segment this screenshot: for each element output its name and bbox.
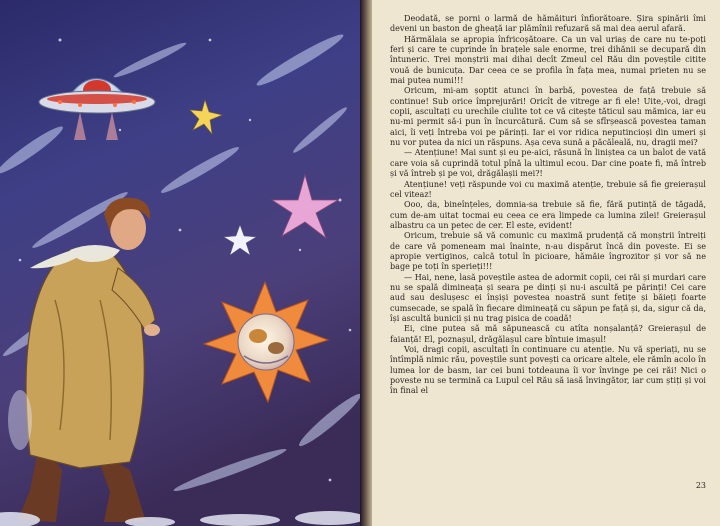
paragraph: Atențiune! veți răspunde voi cu maximă atenție, trebuie să fie greierașul cel viteaz! xyxy=(390,179,706,199)
paragraph: — Hai, nene, lasă poveștile astea de adormit copii, cei răi și murdari care nu se spală dimineața și seara pe dinți și nu-i ascultă pe părinți! Cei care aud sau deslușesc ei înșiși povestea noastră sunt fetițe și băieți foarte cumsecade, se spală în fiecare dimineață cu săpun pe față și, da, sigur că da, își ascultă bunicii și nu trag pisica de coadă! xyxy=(390,272,706,323)
paragraph: Deodată, se porni o larmă de hămăituri înfiorătoare. Șira spinării îmi deveni un baston de gheață iar plămînii refuzară să mai dea aerul afară. xyxy=(390,14,706,34)
capsule-icon xyxy=(238,314,294,370)
paragraph: Ooo, da, bineînțeles, domnia-sa trebuie să fie, fără putință de tăgadă, cum de-am uitat tocmai eu ceea ce era limpede ca lumina zilei! Greierașul albastru ca un petec de cer. El este, evident! xyxy=(390,200,706,230)
paragraph: — Atențiune! Mai sunt și eu pe-aici, răsună în liniștea ca un balot de vată care voia să cuprindă totul pînă la ultimul ecou. Dar cine poate fi, mă întreb și vă întreb și pe voi, drăgălașii mei?! xyxy=(390,148,706,179)
page-number: 23 xyxy=(695,481,706,490)
text-page xyxy=(372,0,720,526)
paragraph: Hărmălaia se apropia înfricoșătoare. Ca un val uriaș de care nu te-poți feri și care te cuprinde în brațele sale enorme, trei dihănii se decupară din întuneric. Trei monștrii mai dihai decît Zmeul cel Rău din poveștile citite vouă de bunicuța. Dar ceea ce se profila în fața mea, numai prieten nu se mai putea numi!!! xyxy=(390,34,706,86)
paragraph: Ei, cine putea să mă săpunească cu atîta nonșalanță? Greierașul de faianță! El, poznașul, drăgălașul care bîntuie imașul! xyxy=(390,324,706,344)
paragraph: Oricum, mi-am șoptit atunci în barbă, povestea de față trebuie să continue! Sub orice împrejurări! Oricît de vitrege ar fi ele! Uite,-voi, dragi copii, ascultați cu urechile ciulite tot ce vă citește tăticul sau mămica, iar eu nu-mi permit să-i pun în încurcătură. Cum să se sfîrșească povestea taman aici, îi veți întreba voi pe părinți. Iar ei vor ridica neputincioși din umeri și nu vor putea da nici un răspuns. Așa ceva sună a păcăleală, nu, dragii mei? xyxy=(390,86,706,148)
paragraph: Oricum, trebuie să vă comunic cu maximă prudență că monștrii întreiți de care vă pomeneam mai înainte, n-au dispărut încă din poveste. Ei se apropie vertiginos, calcă totul în picioare, hămăie îngrozitor și vor să ne bage pe toți în sperieți!!! xyxy=(390,231,706,272)
paragraph: Voi, dragi copii, ascultați în continuare cu atenție. Nu vă speriați, nu se întîmplă nimic rău, poveștile sunt povești ca oricare altele, ele rămîn acolo în lumea lor de basm, iar cei buni totdeauna îi vor învinge pe cei răi! Nici o poveste nu se termină ca Lupul cel Rău să iasă învingător, iar cum știți și voi în final el xyxy=(390,345,707,396)
